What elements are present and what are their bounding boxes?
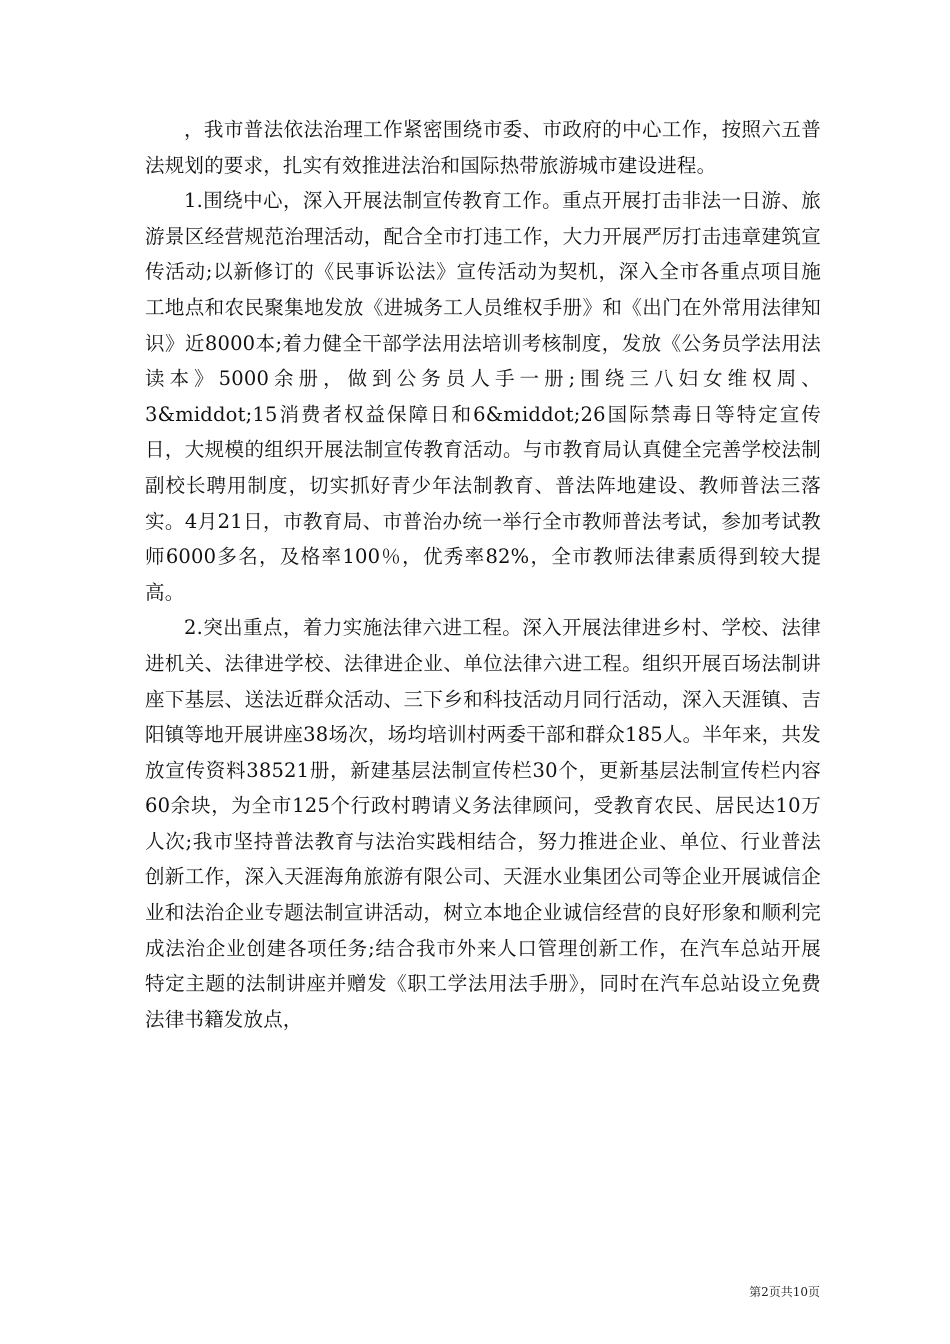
page-number-footer: 第2页共10页 (749, 1285, 820, 1299)
document-body (145, 112, 821, 1037)
paragraph-section-1: 1.围绕中心，深入开展法制宣传教育工作。重点开展打击非法一日游、旅游景区经营规范治理活动，配合全市打违工作，大力开展严厉打击违章建筑宣传活动;以新修订的《民事诉讼法》宣传活动为契机，深入全市各重点项目施工地点和农民聚集地发放《进城务工人员维权手册》和《出门在外常用法律知识》近8000本;着力健全干部学法用法培训考核制度，发放《公务员学法用法读本》5000余册，做到公务员人手一册;围绕三八妇女维权周、3&middot;15消费者权益保障日和6&middot;26国际禁毒日等特定宣传日，大规模的组织开展法制宣传教育活动。与市教育局认真健全完善学校法制副校长聘用制度，切实抓好青少年法制教育、普法阵地建设、教师普法三落实。4月21日，市教育局、市普治办统一举行全市教师普法考试，参加考试教师6000多名，及格率100％，优秀率82%，全市教师法律素质得到较大提高。 (145, 189, 821, 604)
paragraph-section-2: 2.突出重点，着力实施法律六进工程。深入开展法律进乡村、学校、法律进机关、法律进学校、法律进企业、单位法律六进工程。组织开展百场法制讲座下基层、送法近群众活动、三下乡和科技活动月同行活动，深入天涯镇、吉阳镇等地开展讲座38场次，场均培训村两委干部和群众185人。半年来，共发放宣传资料38521册，新建基层法制宣传栏30个，更新基层法制宣传栏内容60余块，为全市125个行政村聘请义务法律顾问，受教育农民、居民达10万人次;我市坚持普法教育与法治实践相结合，努力推进企业、单位、行业普法创新工作，深入天涯海角旅游有限公司、天涯水业集团公司等企业开展诚信企业和法治企业专题法制宣讲活动，树立本地企业诚信经营的良好形象和顺利完成法治企业创建各项任务;结合我市外来人口管理创新工作，在汽车总站开展特定主题的法制讲座并赠发《职工学法用法手册》，同时在汽车总站设立免费法律书籍发放点， (145, 616, 821, 1031)
paragraph-intro: ，我市普法依法治理工作紧密围绕市委、市政府的中心工作，按照六五普法规划的要求，扎实有效推进法治和国际热带旅游城市建设进程。 (145, 118, 821, 177)
